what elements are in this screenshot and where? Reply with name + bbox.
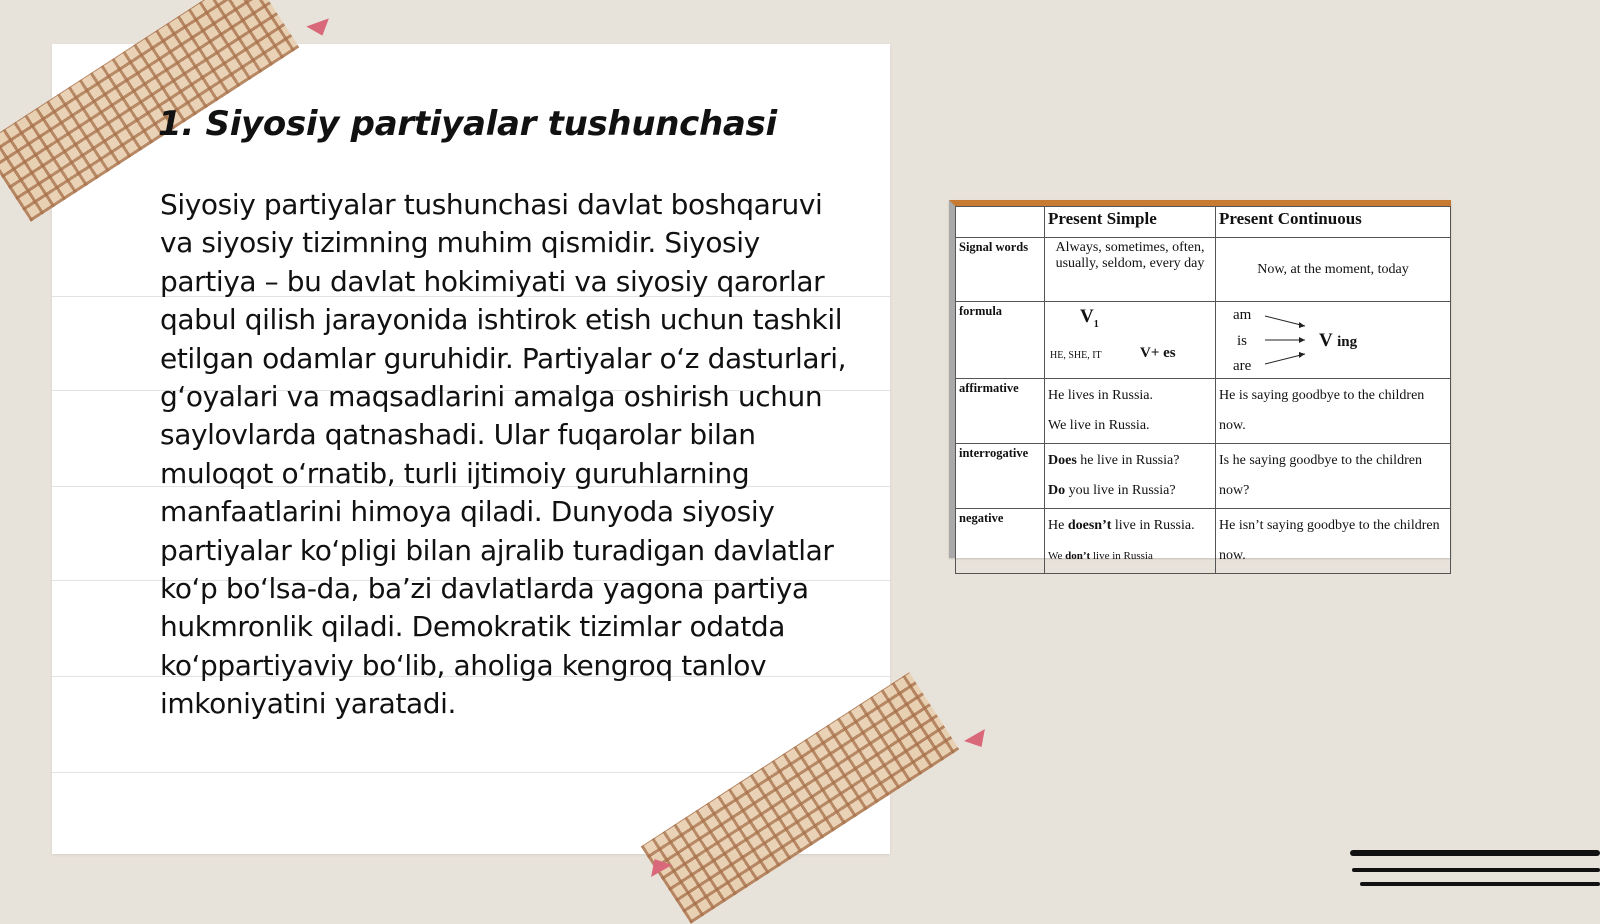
formula-v-es: V+ es [1140,345,1176,361]
formula-he-she-it: HE, SHE, IT [1050,350,1102,361]
table-corner [956,207,1045,238]
formula-v-ing: V ing [1319,330,1358,351]
decorative-line [1360,882,1600,886]
interrogative-simple-1: Does he live in Russia? [1048,453,1180,468]
formula-simple [1045,302,1216,379]
grammar-table [955,206,1451,574]
formula-are: are [1233,358,1252,374]
affirmative-simple [1045,379,1216,444]
decorative-line [1350,850,1600,856]
signal-words-continuous: Now, at the moment, today [1216,238,1451,302]
row-label-formula: formula [956,302,1045,379]
affirmative-simple-2: We live in Russia. [1048,418,1150,433]
interrogative-simple-2: Do you live in Russia? [1048,483,1176,498]
grammar-table-image [949,200,1451,563]
negative-continuous: He isn’t saying goodbye to the children now. [1216,509,1451,574]
decorative-line [1352,868,1600,872]
formula-continuous [1216,302,1451,379]
signal-words-simple: Always, sometimes, often, usually, seldom, every day [1045,238,1216,302]
row-label-affirmative: affirmative [956,379,1045,444]
formula-v1: $V_1$ [1080,306,1099,330]
row-label-interrogative: interrogative [956,444,1045,509]
negative-simple-1: He doesn’t live in Russia. [1048,518,1195,533]
row-label-negative: negative [956,509,1045,574]
affirmative-simple-1: He lives in Russia. [1048,388,1153,403]
pin-icon [964,729,992,753]
slide-body-text: Siyosiy partiyalar tushunchasi davlat boshqaruvi va siyosiy tizimning muhim qismidir. Siyosiy partiya – bu davlat hokimiyati va siyosiy qarorlar qabul qilish jarayonida ishtirok etish uchun tashkil etilgan odamlar guruhidir. Partiyalar o‘z dasturlari, g‘oyalari va maqsadlarini amalga oshirish uchun saylovlarda qatnashadi. Ular fuqarolar bilan muloqot o‘rnatib, turli ijtimoiy guruhlarning manfaatlarini himoya qiladi. Dunyoda siyosiy partiyalar ko‘pligi bilan ajralib turadigan davlatlar ko‘p bo‘lsa-da, ba’zi davlatlarda yagona partiya hukmronlik qiladi. Demokratik tizimlar odatda ko‘ppartiyaviy bo‘lib, aholiga kengroq tanlov imkoniyatini yaratadi. [160,188,847,721]
row-label-signal-words: Signal words [956,238,1045,302]
negative-simple [1045,509,1216,574]
pin-icon [306,18,333,39]
interrogative-continuous: Is he saying goodbye to the children now? [1216,444,1451,509]
negative-simple-2: We don’t live in Russia [1048,550,1153,562]
affirmative-continuous: He is saying goodbye to the children now. [1216,379,1451,444]
slide-title: 1. Siyosiy partiyalar tushunchasi [158,104,777,144]
formula-is: is [1237,333,1248,349]
formula-arrows-icon [1219,304,1319,376]
interrogative-simple [1045,444,1216,509]
header-present-simple: Present Simple [1045,207,1216,238]
header-present-continuous: Present Continuous [1216,207,1451,238]
formula-am: am [1233,307,1252,323]
